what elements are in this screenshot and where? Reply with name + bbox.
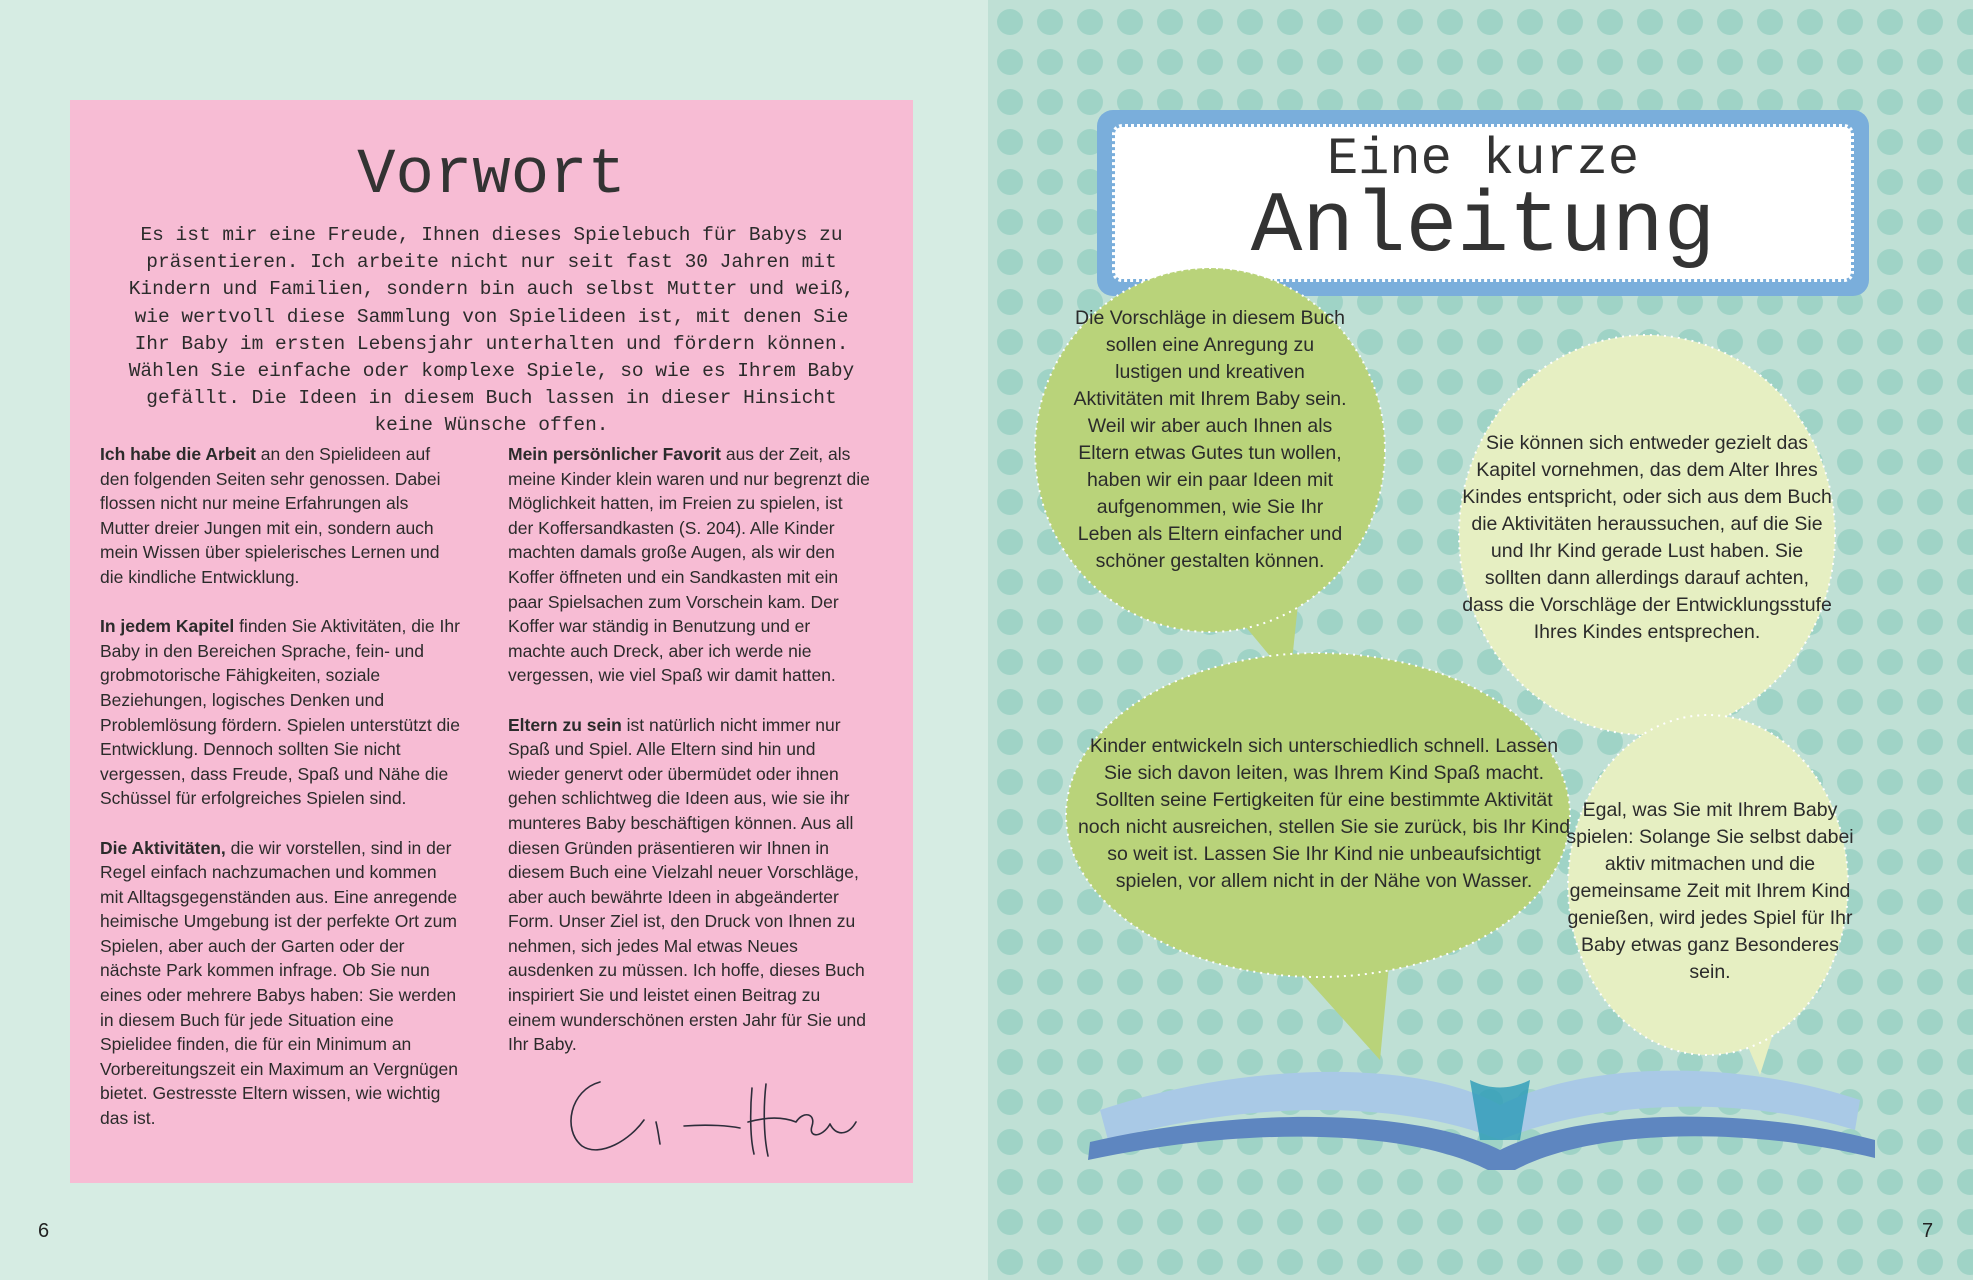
paragraph-body: ist natürlich nicht immer nur Spaß und Spiel. Alle Eltern sind hin und wieder genervt oder übermüdet oder ihnen gehen schlichtweg die Ideen aus, wie sie ihr munteres Baby beschäftigen können. Aus all diesen Gründen präsentieren wir Ihnen in diesem Buch eine Vielzahl neuer Vorschläge, aber auch bewährte Ideen in abgeänderter Form. Unser Ziel ist, den Druck von Ihnen zu nehmen, sich jedes Mal etwas Neues ausdenken zu müssen. Ich hoffe, dieses Buch inspiriert Sie und leistet einen Beitrag zu einem wunderschönen ersten Jahr für Sie und Ihr Baby. [508, 714, 866, 1055]
paragraph-body: aus der Zeit, als meine Kinder klein waren und nur begrenzt die Möglichkeit hatten, im Freien zu spielen, ist der Koffersandkasten (S. 204). Alle Kinder machten damals große Augen, als wir den Koffer öffneten und ein Sandkasten mit ein paar Spielsachen zum Vorschein kam. Der Koffer war ständig in Benutzung und er machte auch Dreck, aber ich werde nie vergessen, wie viel Spaß wir damit hatten. [508, 444, 870, 686]
foreword-intro: Es ist mir eine Freude, Ihnen dieses Spielebuch für Babys zu präsentieren. Ich arbeite nicht nur seit fast 30 Jahren mit Kindern und Familien, sondern bin auch selbst Mutter und weiß, wie wertvoll diese Sammlung von Spielideen ist, mit denen Sie Ihr Baby im ersten Lebensjahr unterhalten und fördern können. Wählen Sie einfache oder komplexe Spiele, so wie es Ihrem Baby gefällt. Die Ideen in diesem Buch lassen in dieser Hinsicht keine Wünsche offen. [128, 224, 855, 437]
bubble-2-text: Sie können sich entweder gezielt das Kapitel vornehmen, das dem Alter Ihres Kindes entspricht, oder sich aus dem Buch die Aktivitäten heraussuchen, auf die Sie und Ihr Kind gerade Lust haben. Sie sollten dann allerdings darauf achten, dass die Vorschläge der Entwicklungsstufe Ihres Kindes entsprechen. [1462, 432, 1832, 643]
paragraph-body: finden Sie Aktivitäten, die Ihr Baby in den Bereichen Sprache, fein- und grobmotorische Fähigkeiten, soziale Beziehungen, logisches Denken und Problemlösung fördern. Spielen unterstützt die Entwicklung. Dennoch sollten Sie nicht vergessen, dass Freude, Spaß und Nähe die Schüssel für erfolgreiches Spielen sind. [100, 616, 460, 809]
paragraph-lead: In jedem Kapitel [100, 616, 235, 637]
paragraph-lead: Mein persönlicher Favorit [508, 444, 721, 464]
paragraph-lead: Eltern zu sein [508, 714, 622, 735]
guide-title-line-1: Eine kurze [1326, 130, 1640, 189]
page-number-right: 7 [1922, 1220, 1934, 1242]
bubble-4-text: Egal, was Sie mit Ihrem Baby spielen: Solange Sie selbst dabei aktiv mitmachen und die gemeinsame Zeit mit Ihrem Kind genießen, wird jedes Spiel für Ihr Baby etwas ganz Besonderes sein. [1566, 799, 1854, 983]
paragraph-lead: Die Aktivitäten, [100, 837, 226, 858]
foreword-title: Vorwort [357, 140, 626, 212]
bubble-3-text: Kinder entwickeln sich unterschiedlich schnell. Lassen Sie sich davon leiten, was Ihrem Kind Spaß macht. Sollten seine Fertigkeiten für eine bestimmte Aktivität noch nicht ausreichen, stellen Sie sie zurück, bis Ihr Kind so weit ist. Lassen Sie Ihr Kind nie unbeaufsichtigt spielen, vor allem nicht in der Nähe von Wasser. [1077, 735, 1571, 892]
paragraph-body: an den Spielideen auf den folgenden Seiten sehr genossen. Dabei flossen nicht nur meine Erfahrungen als Mutter dreier Jungen mit ein, sondern auch mein Wissen über spielerisches Lernen und die kindliche Entwicklung. [100, 444, 441, 587]
bubble-1-text: Die Vorschläge in diesem Buch sollen eine Anregung zu lustigen und kreativen Aktivitäten mit Ihrem Baby sein. Weil wir aber auch Ihnen als Eltern etwas Gutes tun wollen, haben wir ein paar Ideen mit aufgenommen, wie Sie Ihr Leben als Eltern einfacher und schöner gestalten können. [1073, 307, 1347, 572]
paragraph-body: die wir vorstellen, sind in der Regel einfach nachzumachen und kommen mit Alltagsgegenständen aus. Eine anregende heimische Umgebung ist der perfekte Ort zum Spielen, aber auch der Garten oder der nächste Park kommen infrage. Ob Sie nun eines oder mehrere Babys haben: Sie werden in diesem Buch für jede Situation eine Spielidee finden, die für ein Minimum an Vorbereitungszeit ein Maximum an Vergnügen bietet. Gestresste Eltern wissen, wie wichtig das ist. [100, 837, 458, 1129]
open-book-illustration [1088, 1071, 1875, 1170]
page-number-left: 6 [38, 1220, 50, 1242]
guide-title-line-2: Anleitung [1250, 178, 1716, 276]
paragraph-lead: Ich habe die Arbeit [100, 444, 256, 464]
